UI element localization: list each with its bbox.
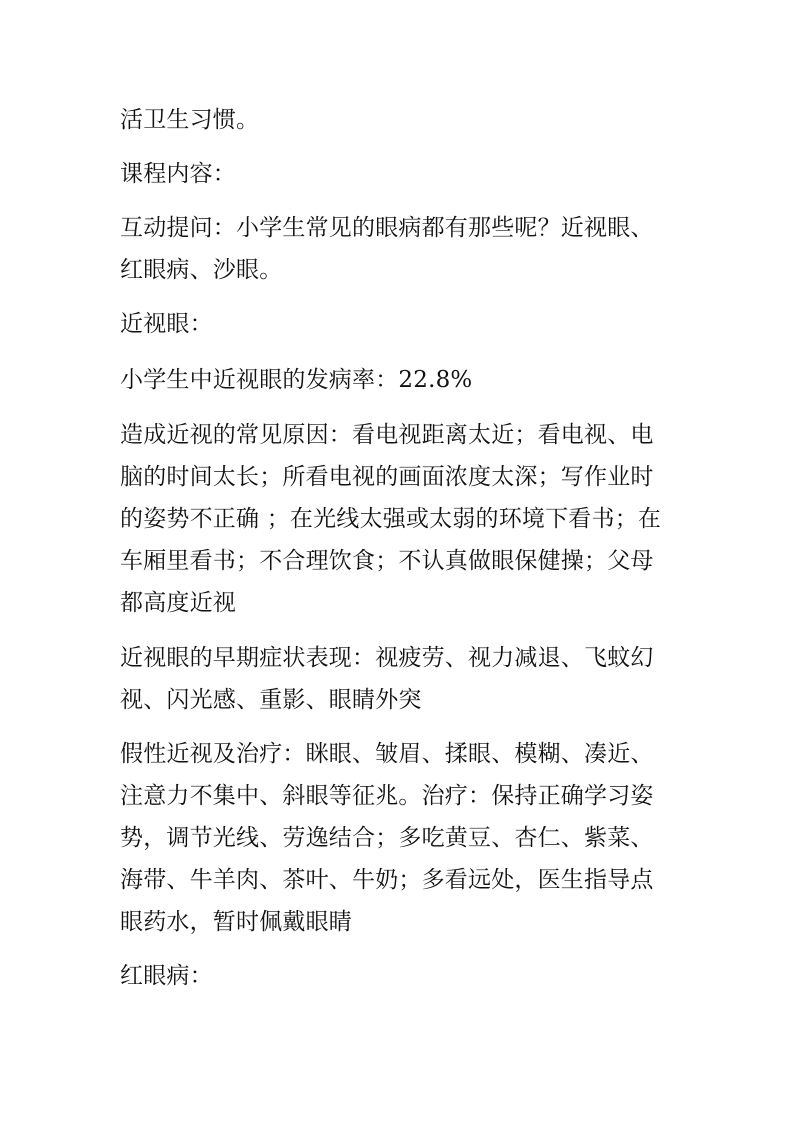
paragraph-pinkeye-heading xyxy=(120,955,676,997)
text-line: 眼药水，暂时佩戴眼睛 xyxy=(120,909,352,935)
text-line: 课程内容： xyxy=(120,161,236,187)
text-line: 假性近视及治疗：眯眼、皱眉、揉眼、模糊、凑近、 xyxy=(120,741,654,767)
text-line: 海带、牛羊肉、茶叶、牛奶；多看远处，医生指导点 xyxy=(120,867,654,893)
text-line: 都高度近视 xyxy=(120,590,236,616)
paragraph-myopia-heading xyxy=(120,303,676,345)
text-line: 近视眼的早期症状表现：视疲劳、视力减退、飞蚊幻 xyxy=(120,645,654,671)
text-line: 视、闪光感、重影、眼睛外突 xyxy=(120,687,422,713)
text-line: 红眼病、沙眼。 xyxy=(120,257,283,283)
text-line: 红眼病： xyxy=(120,963,213,989)
text-line: 的姿势不正确 ；在光线太强或太弱的环境下看书；在 xyxy=(120,506,662,532)
text-line: 互动提问：小学生常见的眼病都有那些呢？近视眼、 xyxy=(120,215,654,241)
text-line: 活卫生习惯。 xyxy=(120,107,260,133)
text-line: 小学生中近视眼的发病率：22.8% xyxy=(120,367,473,393)
paragraph-early-symptoms xyxy=(120,637,676,721)
paragraph-myopia-rate xyxy=(120,359,676,401)
text-line: 脑的时间太长；所看电视的画面浓度太深；写作业时 xyxy=(120,464,654,490)
paragraph-interactive-question xyxy=(120,207,676,291)
text-line: 势，调节光线、劳逸结合；多吃黄豆、杏仁、紫菜、 xyxy=(120,825,654,851)
paragraph-pseudo-myopia-treatment xyxy=(120,733,676,943)
text-line: 车厢里看书；不合理饮食；不认真做眼保健操；父母 xyxy=(120,548,654,574)
text-line: 造成近视的常见原因：看电视距离太近；看电视、电 xyxy=(120,422,654,448)
paragraph-myopia-causes xyxy=(120,414,676,624)
text-line: 近视眼： xyxy=(120,311,213,337)
text-line: 注意力不集中、斜眼等征兆。治疗：保持正确学习姿 xyxy=(120,783,654,809)
paragraph-habit-ending xyxy=(120,99,676,141)
paragraph-course-content-heading xyxy=(120,153,676,195)
